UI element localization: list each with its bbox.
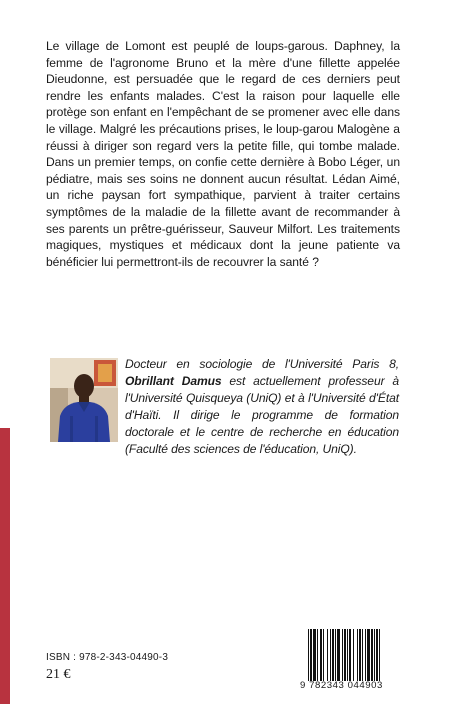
- author-name: Obrillant Damus: [125, 374, 222, 388]
- decorative-side-band: [0, 428, 10, 704]
- author-biography: [125, 356, 399, 458]
- author-bio-rest: est actuellement professeur à l'Université Quisqueya (UniQ) et à l'Université d'État d'Haïti. Il dirige le programme de formation doctorale et le centre de recherche en éducation (Faculté des sciences de l'éducation, UniQ).: [125, 374, 399, 456]
- price-label: 21 €: [46, 667, 71, 682]
- author-bio-intro: Docteur en sociologie de l'Université Paris 8,: [125, 357, 399, 371]
- barcode-digits: 9 782343 044903: [300, 680, 383, 691]
- isbn-label: ISBN : 978-2-343-04490-3: [46, 652, 169, 663]
- author-photo: [50, 358, 118, 442]
- book-synopsis: Le village de Lomont est peuplé de loups-garous. Daphney, la femme de l'agronome Bruno et la mère d'une fillette appelée Dieudonne, est persuadée que le regard de ces derniers peut rendre les enfants malades. C'est la raison pour laquelle elle protège son enfant en l'empêchant de se promener avec elle dans le village. Malgré les précautions prises, le loup-garou Malogène a réussi à diriger son regard vers la petite fille, qui tombe malade. Dans un premier temps, on confie cette dernière à Bobo Léger, un pédiatre, mais ses soins ne donnent aucun résultat. Lédan Aimé, un riche paysan fort sympathique, parvient à traiter certains symptômes de la maladie de la fillette avant de recommander à ses parents un prêtre-guérisseur, Sauveur Milfort. Les traitements magiques, mystiques et médicaux dont la jeune patiente va bénéficier lui permettront-ils de recouvrer la santé ?: [46, 39, 400, 269]
- barcode: [307, 629, 402, 681]
